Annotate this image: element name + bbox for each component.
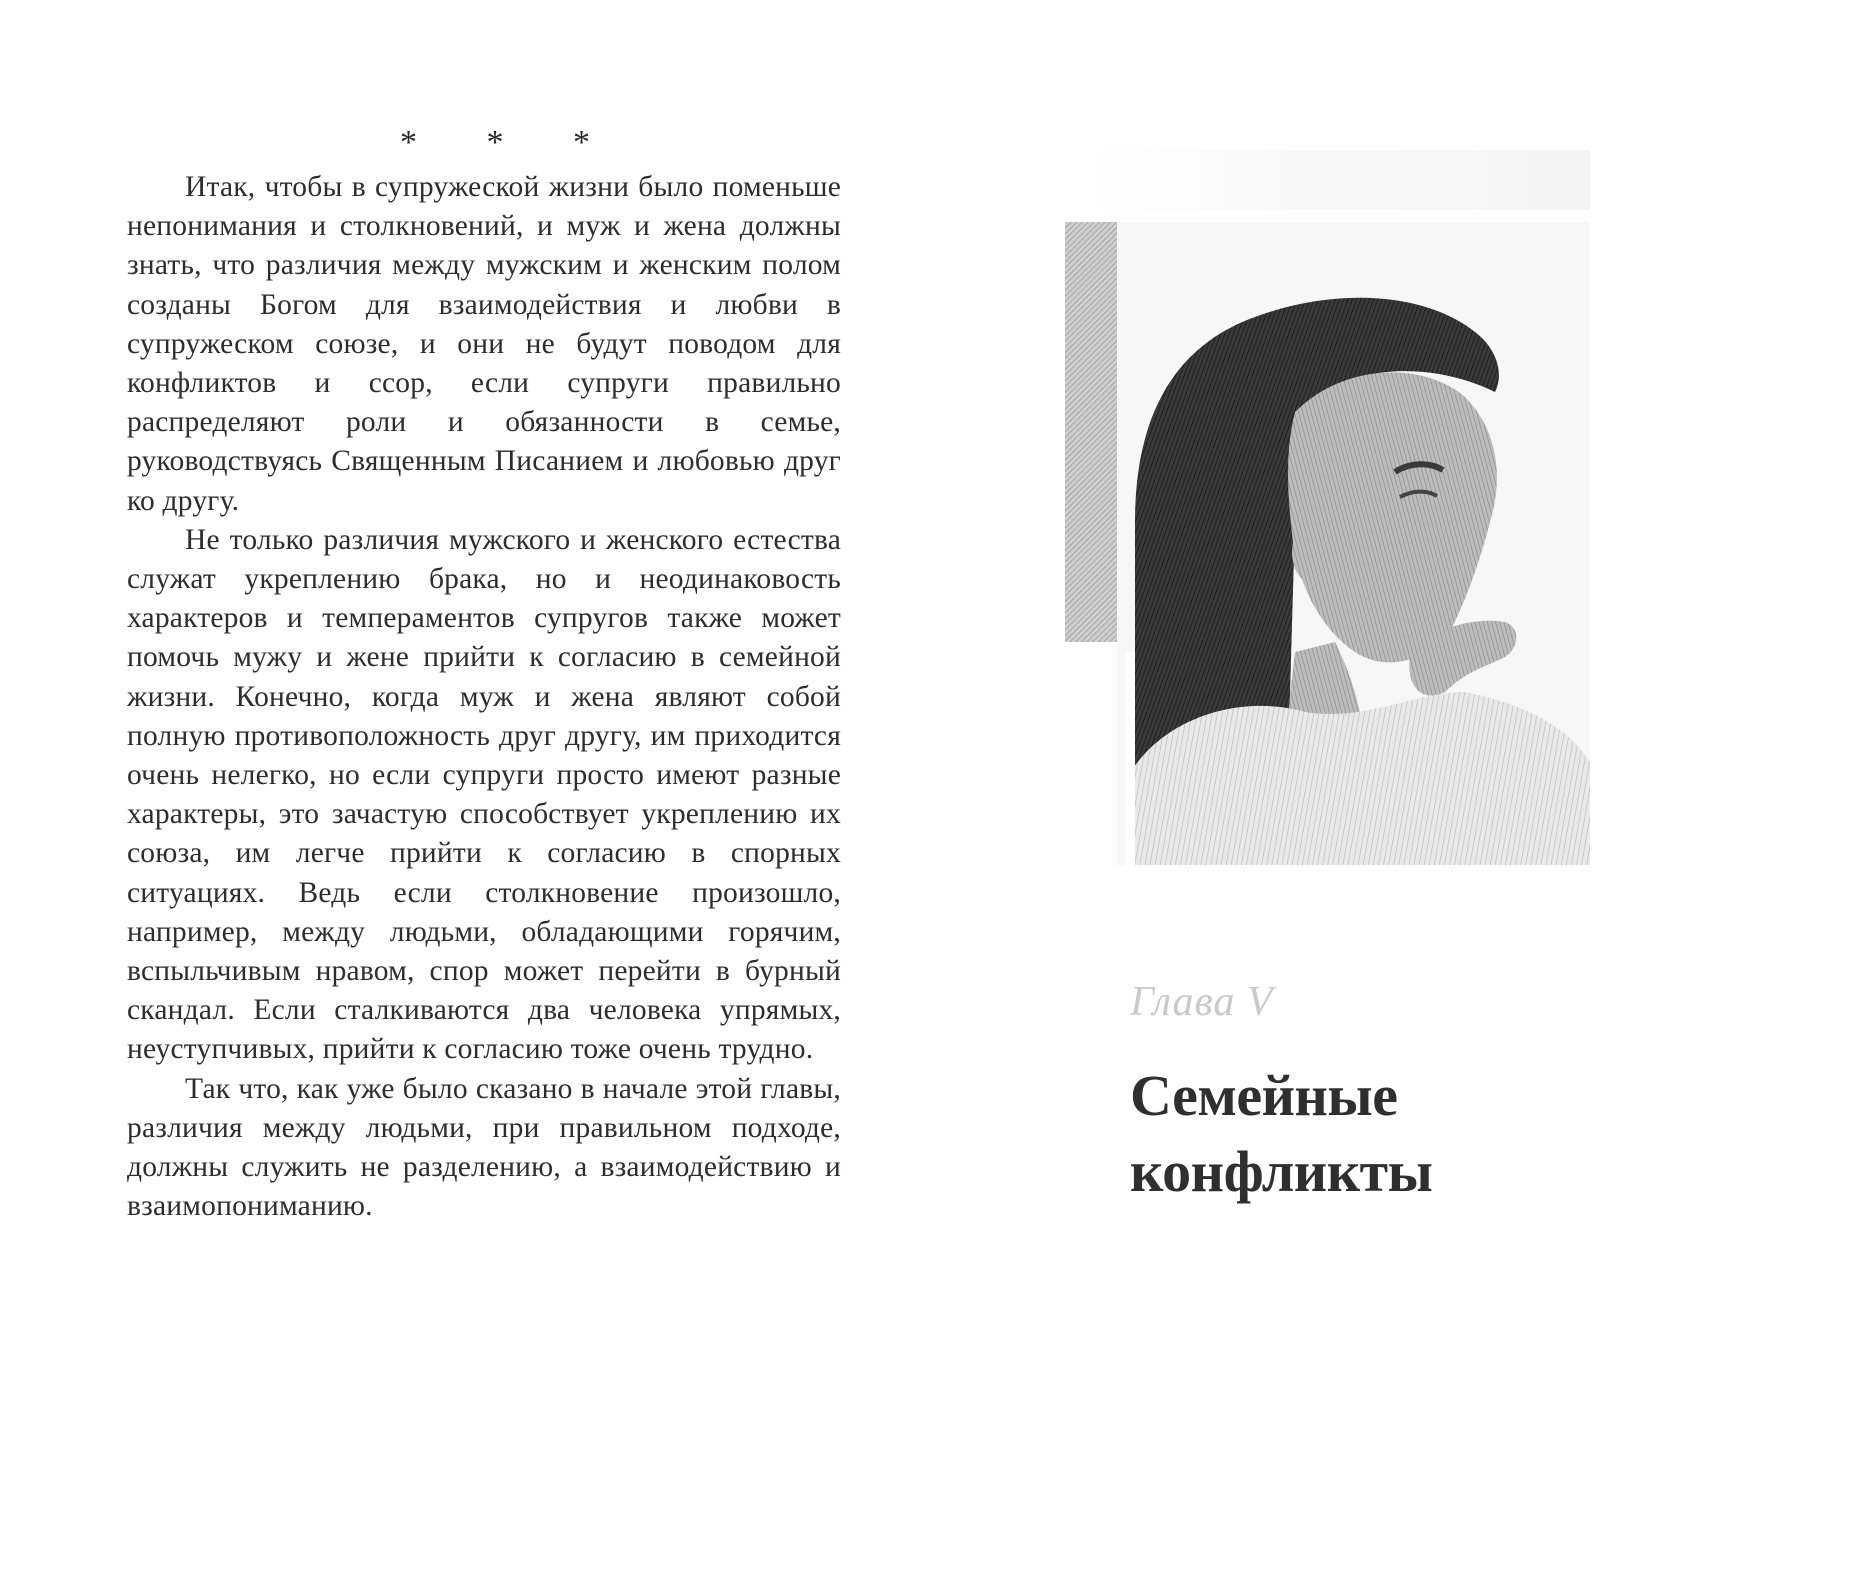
portrait-illustration bbox=[1065, 222, 1590, 865]
paragraph: Не только различия мужского и женского естества служат укреплению брака, но и неодинаковость характеров и темпераментов супругов также может помочь мужу и жене прийти к согласию в семейной жизни. Конечно, когда муж и жена являют собой полную противоположность друг другу, им приходится очень нелегко, но если супруги просто имеют разные характеры, это зачастую способствует укреплению их союза, им легче прийти к согласию в спорных ситуациях. Ведь если столкновение произошло, например, между людьми, обладающими горячим, вспыльчивым нравом, спор может перейти в бурный скандал. Если сталкиваются два человека упрямых, неуступчивых, прийти к согласию тоже очень трудно. bbox=[127, 523, 841, 1066]
chapter-title-line: Семейные bbox=[1130, 1063, 1398, 1128]
body-text bbox=[127, 168, 841, 1226]
separator-asterisk: * bbox=[400, 124, 417, 161]
section-separator bbox=[400, 126, 590, 160]
paragraph: Итак, чтобы в супружеской жизни было поменьше непонимания и столкновений, и муж и жена должны знать, что различия между мужским и женским полом созданы Богом для взаимодействия и любви в супружеском союзе, и они не будут поводом для конфликтов и ссор, если супруги правильно распределяют роли и обязанности в семье, руководствуясь Священным Писанием и любовью друг ко другу. bbox=[127, 171, 841, 517]
chapter-photo bbox=[1065, 222, 1590, 865]
separator-asterisk: * bbox=[486, 124, 504, 161]
paragraph: Так что, как уже было сказано в начале этой главы, различия между людьми, при правильном подходе, должны служить не разделению, а взаимодействию и взаимопониманию. bbox=[127, 1072, 841, 1223]
left-page bbox=[0, 0, 900, 1580]
separator-asterisk: * bbox=[573, 124, 590, 161]
chapter-title-line: конфликты bbox=[1130, 1139, 1433, 1204]
chapter-title bbox=[1130, 1058, 1650, 1210]
chapter-label: Глава V bbox=[1130, 979, 1274, 1025]
photo-backdrop bbox=[1090, 150, 1590, 210]
right-page bbox=[900, 0, 1854, 1580]
